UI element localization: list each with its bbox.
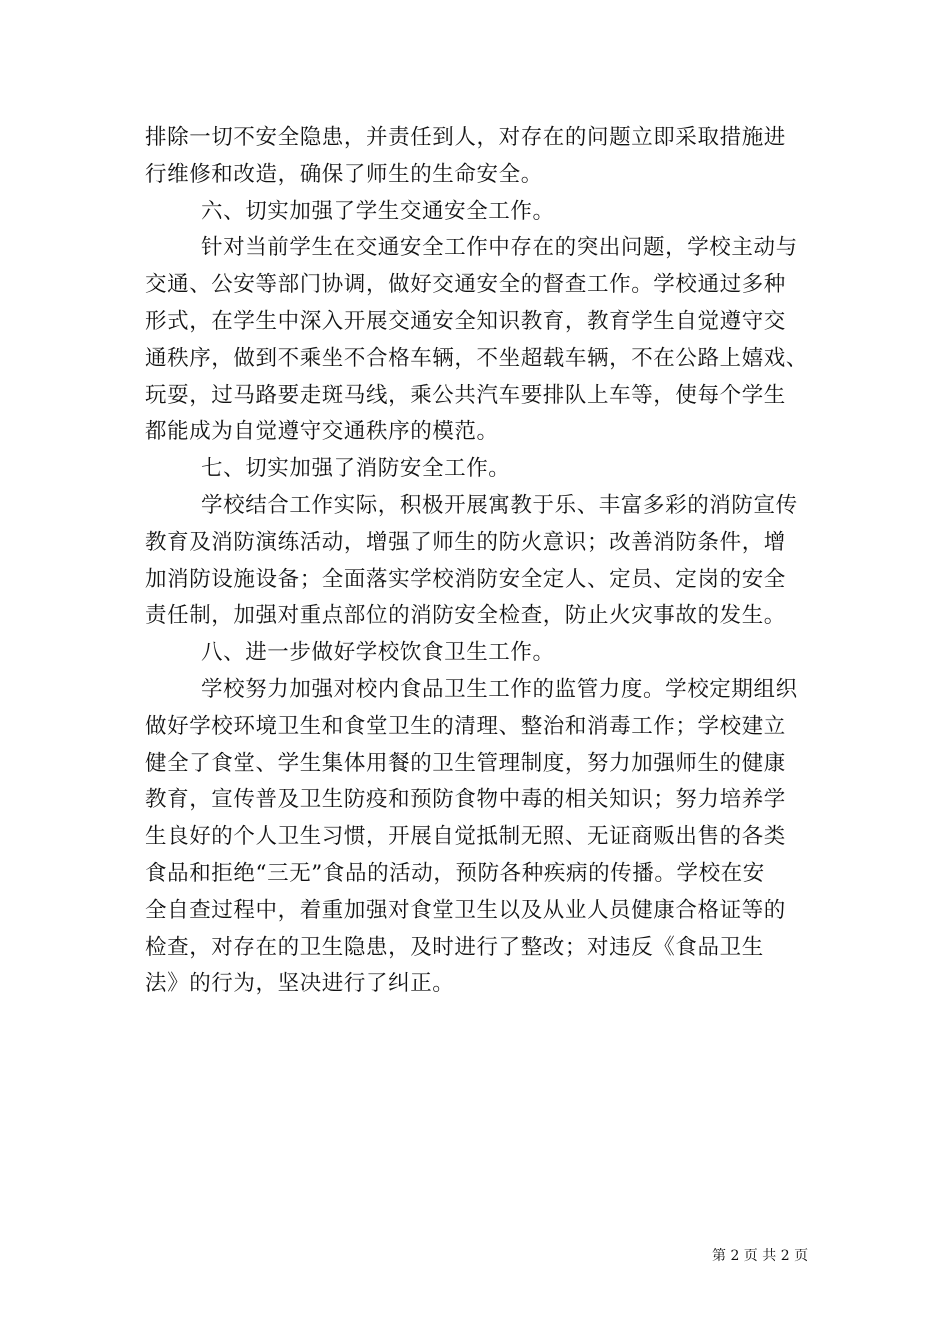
text-line: 做好学校环境卫生和食堂卫生的清理、整治和消毒工作；学校建立: [145, 713, 786, 739]
text-line: 教育及消防演练活动，增强了师生的防火意识；改善消防条件，增: [145, 529, 786, 555]
text-line: 玩耍，过马路要走斑马线，乘公共汽车要排队上车等，使每个学生: [145, 382, 786, 408]
text-line: 通秩序，做到不乘坐不合格车辆，不坐超载车辆，不在公路上嬉戏、: [145, 345, 809, 371]
text-line: 生良好的个人卫生习惯，开展自觉抵制无照、无证商贩出售的各类: [145, 824, 786, 850]
text-line: 检查，对存在的卫生隐患，及时进行了整改；对违反《食品卫生: [145, 934, 764, 960]
text-line: 排除一切不安全隐患，并责任到人，对存在的问题立即采取措施进: [145, 125, 786, 150]
section-heading: 八、进一步做好学校饮食卫生工作。: [201, 640, 555, 666]
text-line: 全自查过程中，着重加强对食堂卫生以及从业人员健康合格证等的: [145, 897, 786, 923]
text-line: 法》的行为，坚决进行了纠正。: [145, 971, 455, 997]
text-line: 责任制，加强对重点部位的消防安全检查，防止火灾事故的发生。: [145, 603, 786, 629]
text-line: 针对当前学生在交通安全工作中存在的突出问题，学校主动与: [201, 235, 798, 261]
section-heading: 六、切实加强了学生交通安全工作。: [201, 198, 555, 224]
section-heading: 七、切实加强了消防安全工作。: [201, 456, 511, 482]
text-line: 食品和拒绝“三无”食品的活动，预防各种疾病的传播。学校在安: [145, 860, 765, 886]
text-line: 学校努力加强对校内食品卫生工作的监管力度。学校定期组织: [201, 676, 798, 702]
page-number: 第 2 页 共 2 页: [712, 1248, 809, 1264]
text-line: 健全了食堂、学生集体用餐的卫生管理制度，努力加强师生的健康: [145, 750, 786, 776]
text-line: 交通、公安等部门协调，做好交通安全的督查工作。学校通过多种: [145, 272, 786, 298]
text-line: 教育，宣传普及卫生防疫和预防食物中毒的相关知识；努力培养学: [145, 787, 786, 813]
text-line: 加消防设施设备；全面落实学校消防安全定人、定员、定岗的安全: [145, 566, 786, 592]
text-line: 都能成为自觉遵守交通秩序的模范。: [145, 419, 499, 445]
text-line: 学校结合工作实际，积极开展寓教于乐、丰富多彩的消防宣传: [201, 492, 798, 518]
text-line: 形式，在学生中深入开展交通安全知识教育，教育学生自觉遵守交: [145, 308, 786, 334]
text-line: 行维修和改造，确保了师生的生命安全。: [145, 161, 543, 187]
document-body: [145, 120, 815, 1003]
